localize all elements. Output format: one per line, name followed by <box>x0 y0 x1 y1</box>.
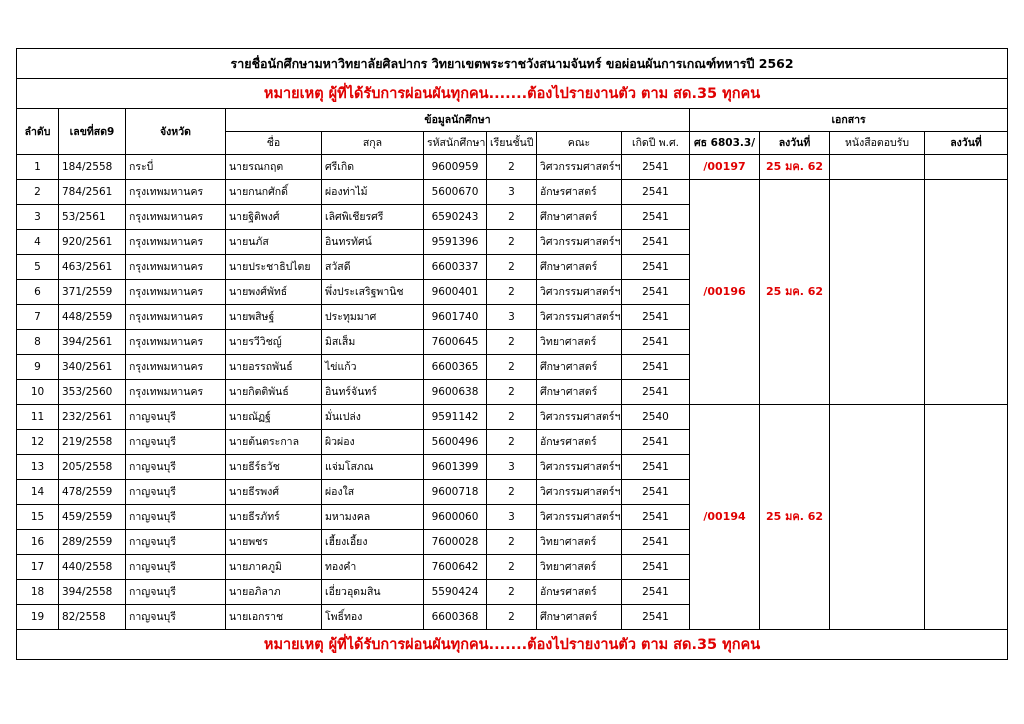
cell-year: 2 <box>487 555 537 580</box>
cell-faculty: วิศวกรรมศาสตร์ฯ <box>537 305 622 330</box>
cell-surname: แจ่มโสภณ <box>322 455 424 480</box>
cell-student-id: 9600401 <box>424 280 487 305</box>
cell-name: นายณัฏฐ์ <box>226 405 322 430</box>
cell-birth: 2541 <box>622 505 690 530</box>
cell-sd9: 232/2561 <box>59 405 126 430</box>
cell-faculty: ศึกษาศาสตร์ <box>537 380 622 405</box>
header-docs-group: เอกสาร <box>690 109 1008 132</box>
cell-no: 19 <box>17 605 59 630</box>
cell-sd9: 459/2559 <box>59 505 126 530</box>
cell-birth: 2541 <box>622 255 690 280</box>
cell-name: นายธีร์ธวัช <box>226 455 322 480</box>
cell-name: นายอรรถพันธ์ <box>226 355 322 380</box>
header-year: เรียนชั้นปี <box>487 132 537 155</box>
header-faculty: คณะ <box>537 132 622 155</box>
cell-year: 2 <box>487 580 537 605</box>
cell-surname: ศรีเกิด <box>322 155 424 180</box>
cell-no: 10 <box>17 380 59 405</box>
cell-doc-date: 25 มค. 62 <box>760 405 830 630</box>
cell-birth: 2541 <box>622 380 690 405</box>
cell-sd9: 448/2559 <box>59 305 126 330</box>
cell-year: 2 <box>487 230 537 255</box>
cell-name: นายภาคภูมิ <box>226 555 322 580</box>
header-province: จังหวัด <box>126 109 226 155</box>
cell-doc-no: /00196 <box>690 180 760 405</box>
cell-doc-no: /00194 <box>690 405 760 630</box>
cell-no: 5 <box>17 255 59 280</box>
cell-faculty: ศึกษาศาสตร์ <box>537 605 622 630</box>
cell-no: 2 <box>17 180 59 205</box>
cell-student-id: 9601740 <box>424 305 487 330</box>
cell-surname: อินทรทัศน์ <box>322 230 424 255</box>
cell-faculty: วิศวกรรมศาสตร์ฯ <box>537 505 622 530</box>
cell-reply-date <box>925 155 1008 180</box>
cell-year: 2 <box>487 430 537 455</box>
cell-province: กาญจนบุรี <box>126 430 226 455</box>
cell-student-id: 5600670 <box>424 180 487 205</box>
cell-reply <box>830 155 925 180</box>
cell-faculty: วิศวกรรมศาสตร์ฯ <box>537 230 622 255</box>
cell-faculty: ศึกษาศาสตร์ <box>537 355 622 380</box>
header-reply: หนังสือตอบรับ <box>830 132 925 155</box>
cell-birth: 2541 <box>622 180 690 205</box>
cell-sd9: 289/2559 <box>59 530 126 555</box>
cell-birth: 2541 <box>622 455 690 480</box>
cell-student-id: 9600718 <box>424 480 487 505</box>
header-student-group: ข้อมูลนักศึกษา <box>226 109 690 132</box>
cell-year: 2 <box>487 280 537 305</box>
cell-name: นายนภัส <box>226 230 322 255</box>
header-sd9: เลขที่สด9 <box>59 109 126 155</box>
cell-sd9: 394/2558 <box>59 580 126 605</box>
cell-student-id: 6600365 <box>424 355 487 380</box>
cell-province: กาญจนบุรี <box>126 480 226 505</box>
cell-name: นายอภิลาภ <box>226 580 322 605</box>
cell-year: 2 <box>487 355 537 380</box>
cell-birth: 2541 <box>622 330 690 355</box>
cell-faculty: วิศวกรรมศาสตร์ฯ <box>537 480 622 505</box>
cell-surname: มหามงคล <box>322 505 424 530</box>
student-table <box>16 48 1008 660</box>
cell-student-id: 9591396 <box>424 230 487 255</box>
cell-surname: พึ่งประเสริฐพานิช <box>322 280 424 305</box>
header-doc-date: ลงวันที่ <box>760 132 830 155</box>
cell-province: กาญจนบุรี <box>126 405 226 430</box>
cell-surname: เฮี้ยงเอี้ยง <box>322 530 424 555</box>
cell-birth: 2541 <box>622 205 690 230</box>
cell-name: นายธีรพงศ์ <box>226 480 322 505</box>
header-reply-date: ลงวันที่ <box>925 132 1008 155</box>
cell-faculty: วิศวกรรมศาสตร์ฯ <box>537 405 622 430</box>
cell-name: นายพชร <box>226 530 322 555</box>
cell-reply <box>830 405 925 630</box>
cell-faculty: ศึกษาศาสตร์ <box>537 205 622 230</box>
cell-sd9: 371/2559 <box>59 280 126 305</box>
cell-year: 2 <box>487 255 537 280</box>
cell-no: 14 <box>17 480 59 505</box>
cell-sd9: 53/2561 <box>59 205 126 230</box>
cell-student-id: 6600368 <box>424 605 487 630</box>
note-top: หมายเหตุ ผู้ที่ได้รับการผ่อนผันทุกคน.......ต้องไปรายงานตัว ตาม สด.35 ทุกคน <box>17 79 1008 109</box>
cell-sd9: 784/2561 <box>59 180 126 205</box>
cell-no: 9 <box>17 355 59 380</box>
cell-birth: 2540 <box>622 405 690 430</box>
cell-sd9: 920/2561 <box>59 230 126 255</box>
cell-province: กรุงเทพมหานคร <box>126 205 226 230</box>
cell-birth: 2541 <box>622 305 690 330</box>
cell-faculty: วิทยาศาสตร์ <box>537 330 622 355</box>
cell-name: นายเอกราช <box>226 605 322 630</box>
cell-province: กรุงเทพมหานคร <box>126 255 226 280</box>
cell-sd9: 184/2558 <box>59 155 126 180</box>
cell-sd9: 205/2558 <box>59 455 126 480</box>
cell-sd9: 440/2558 <box>59 555 126 580</box>
cell-no: 8 <box>17 330 59 355</box>
cell-birth: 2541 <box>622 480 690 505</box>
cell-surname: ประทุมมาศ <box>322 305 424 330</box>
header-birth: เกิดปี พ.ศ. <box>622 132 690 155</box>
cell-name: นายกนกศักดิ์ <box>226 180 322 205</box>
cell-year: 3 <box>487 455 537 480</box>
cell-faculty: วิทยาศาสตร์ <box>537 530 622 555</box>
cell-name: นายพสิษฐ์ <box>226 305 322 330</box>
cell-year: 2 <box>487 380 537 405</box>
cell-surname: มิสเส็ม <box>322 330 424 355</box>
cell-name: นายกิตติพันธ์ <box>226 380 322 405</box>
header-doc-no: ศธ 6803.3/ <box>690 132 760 155</box>
cell-sd9: 340/2561 <box>59 355 126 380</box>
cell-sd9: 82/2558 <box>59 605 126 630</box>
cell-no: 11 <box>17 405 59 430</box>
cell-reply-date <box>925 405 1008 630</box>
cell-sd9: 478/2559 <box>59 480 126 505</box>
cell-year: 2 <box>487 205 537 230</box>
cell-faculty: ศึกษาศาสตร์ <box>537 255 622 280</box>
cell-no: 6 <box>17 280 59 305</box>
cell-doc-date: 25 มค. 62 <box>760 155 830 180</box>
cell-year: 2 <box>487 405 537 430</box>
cell-surname: อินทร์จันทร์ <box>322 380 424 405</box>
cell-birth: 2541 <box>622 555 690 580</box>
cell-province: กรุงเทพมหานคร <box>126 380 226 405</box>
table-row <box>17 180 1008 205</box>
cell-surname: โพธิ์ทอง <box>322 605 424 630</box>
cell-year: 2 <box>487 330 537 355</box>
cell-province: กาญจนบุรี <box>126 530 226 555</box>
cell-surname: เอี่ยวอุดมสิน <box>322 580 424 605</box>
cell-name: นายฐิติพงศ์ <box>226 205 322 230</box>
cell-sd9: 353/2560 <box>59 380 126 405</box>
cell-province: กาญจนบุรี <box>126 580 226 605</box>
cell-name: นายประชาธิปไตย <box>226 255 322 280</box>
cell-student-id: 6590243 <box>424 205 487 230</box>
cell-province: กรุงเทพมหานคร <box>126 305 226 330</box>
cell-province: กรุงเทพมหานคร <box>126 330 226 355</box>
cell-student-id: 7600645 <box>424 330 487 355</box>
cell-no: 17 <box>17 555 59 580</box>
cell-student-id: 5590424 <box>424 580 487 605</box>
cell-reply-date <box>925 180 1008 405</box>
cell-reply <box>830 180 925 405</box>
cell-year: 3 <box>487 180 537 205</box>
cell-no: 15 <box>17 505 59 530</box>
cell-surname: สวัสดี <box>322 255 424 280</box>
cell-name: นายพงศ์พัทธ์ <box>226 280 322 305</box>
cell-birth: 2541 <box>622 230 690 255</box>
cell-faculty: วิทยาศาสตร์ <box>537 555 622 580</box>
cell-no: 16 <box>17 530 59 555</box>
cell-province: กรุงเทพมหานคร <box>126 180 226 205</box>
cell-no: 13 <box>17 455 59 480</box>
cell-surname: ผิวผ่อง <box>322 430 424 455</box>
cell-province: กาญจนบุรี <box>126 605 226 630</box>
cell-faculty: อักษรศาสตร์ <box>537 580 622 605</box>
cell-surname: ไข่แก้ว <box>322 355 424 380</box>
cell-student-id: 7600642 <box>424 555 487 580</box>
cell-birth: 2541 <box>622 155 690 180</box>
note-bottom: หมายเหตุ ผู้ที่ได้รับการผ่อนผันทุกคน.......ต้องไปรายงานตัว ตาม สด.35 ทุกคน <box>17 630 1008 660</box>
cell-birth: 2541 <box>622 430 690 455</box>
cell-no: 3 <box>17 205 59 230</box>
cell-faculty: อักษรศาสตร์ <box>537 430 622 455</box>
cell-doc-no: /00197 <box>690 155 760 180</box>
cell-student-id: 7600028 <box>424 530 487 555</box>
cell-province: กรุงเทพมหานคร <box>126 355 226 380</box>
cell-surname: เลิศพิเชียรศรี <box>322 205 424 230</box>
header-name: ชื่อ <box>226 132 322 155</box>
cell-birth: 2541 <box>622 530 690 555</box>
cell-sd9: 219/2558 <box>59 430 126 455</box>
table-row <box>17 155 1008 180</box>
header-student-id: รหัสนักศึกษา <box>424 132 487 155</box>
cell-year: 3 <box>487 305 537 330</box>
cell-faculty: อักษรศาสตร์ <box>537 180 622 205</box>
cell-province: กรุงเทพมหานคร <box>126 230 226 255</box>
cell-year: 3 <box>487 505 537 530</box>
header-surname: สกุล <box>322 132 424 155</box>
cell-year: 2 <box>487 480 537 505</box>
cell-no: 4 <box>17 230 59 255</box>
cell-sd9: 394/2561 <box>59 330 126 355</box>
cell-no: 18 <box>17 580 59 605</box>
cell-student-id: 9591142 <box>424 405 487 430</box>
cell-faculty: วิศวกรรมศาสตร์ฯ <box>537 280 622 305</box>
cell-year: 2 <box>487 530 537 555</box>
cell-no: 7 <box>17 305 59 330</box>
cell-birth: 2541 <box>622 355 690 380</box>
cell-student-id: 6600337 <box>424 255 487 280</box>
cell-name: นายรวีวิชญ์ <box>226 330 322 355</box>
cell-surname: ผ่องท่าไม้ <box>322 180 424 205</box>
cell-birth: 2541 <box>622 580 690 605</box>
cell-student-id: 5600496 <box>424 430 487 455</box>
cell-province: กาญจนบุรี <box>126 555 226 580</box>
cell-name: นายรณกฤต <box>226 155 322 180</box>
cell-student-id: 9601399 <box>424 455 487 480</box>
cell-faculty: วิศวกรรมศาสตร์ฯ <box>537 455 622 480</box>
cell-surname: ทองคำ <box>322 555 424 580</box>
cell-student-id: 9600060 <box>424 505 487 530</box>
document-title: รายชื่อนักศึกษามหาวิทยาลัยศิลปากร วิทยาเขตพระราชวังสนามจันทร์ ขอผ่อนผันการเกณฑ์ทหารปี 2562 <box>17 49 1008 79</box>
cell-birth: 2541 <box>622 605 690 630</box>
cell-surname: ผ่องใส <box>322 480 424 505</box>
table-row <box>17 405 1008 430</box>
cell-birth: 2541 <box>622 280 690 305</box>
cell-no: 1 <box>17 155 59 180</box>
cell-sd9: 463/2561 <box>59 255 126 280</box>
cell-no: 12 <box>17 430 59 455</box>
document-sheet <box>16 48 1007 678</box>
cell-name: นายธีรภัทร์ <box>226 505 322 530</box>
cell-student-id: 9600959 <box>424 155 487 180</box>
cell-province: กระบี่ <box>126 155 226 180</box>
header-no: ลำดับ <box>17 109 59 155</box>
cell-student-id: 9600638 <box>424 380 487 405</box>
cell-province: กาญจนบุรี <box>126 505 226 530</box>
cell-surname: มั่นเปล่ง <box>322 405 424 430</box>
cell-name: นายต้นตระกาล <box>226 430 322 455</box>
cell-year: 2 <box>487 605 537 630</box>
cell-year: 2 <box>487 155 537 180</box>
cell-doc-date: 25 มค. 62 <box>760 180 830 405</box>
cell-province: กาญจนบุรี <box>126 455 226 480</box>
cell-faculty: วิศวกรรมศาสตร์ฯ <box>537 155 622 180</box>
cell-province: กรุงเทพมหานคร <box>126 280 226 305</box>
